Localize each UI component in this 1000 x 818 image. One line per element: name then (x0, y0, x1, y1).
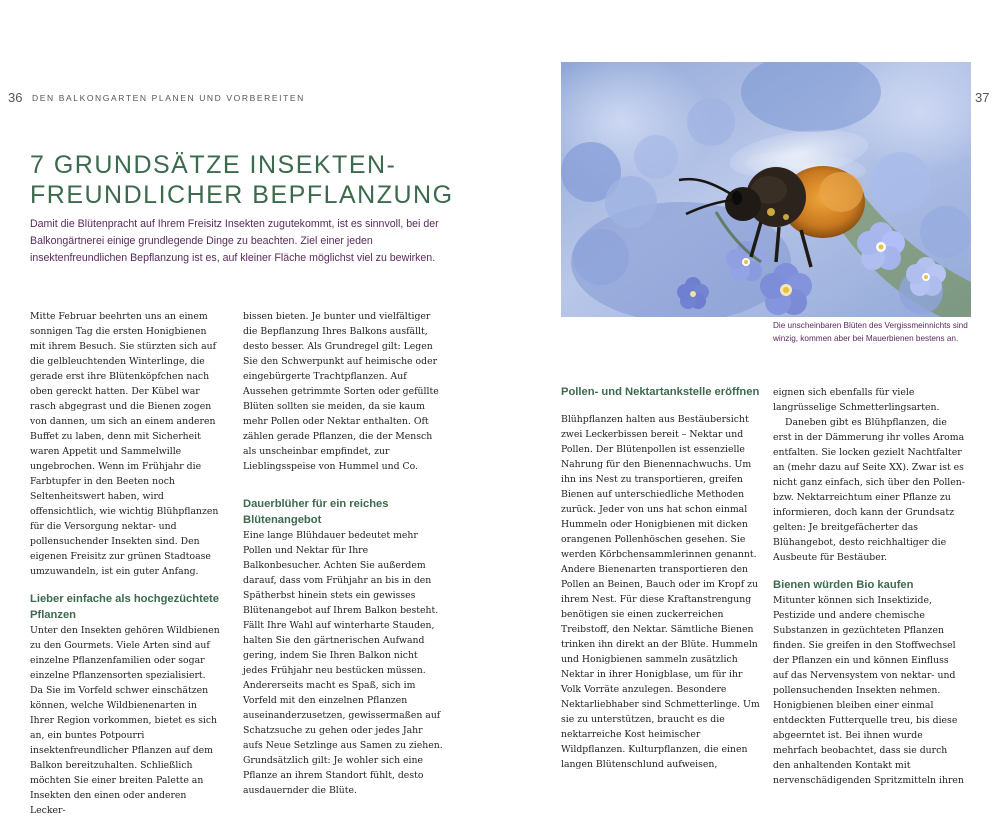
body-paragraph: Daneben gibt es Blühpflanzen, die erst in der Dämmerung ihr volles Aroma entfalten. Sie locken gezielt Nachtfalter an (mehr dazu auf Seite XX). Zwar ist es nicht ganz einfach, sich über den Pollen- bzw. Nektarreichtum einer Pflanze zu informieren, doch kann der Grundsatz gelten: Je breitgefächerter das Blühangebot, desto reichhaltiger die Ausbeute für Bestäuber. (773, 417, 965, 563)
running-head: DEN BALKONGARTEN PLANEN UND VORBEREITEN (32, 93, 305, 103)
title-line-1: 7 GRUNDSÄTZE INSEKTEN- (30, 151, 397, 179)
page-number-right: 37 (975, 90, 990, 105)
text-column-4 (773, 385, 965, 788)
body-paragraph: Mitunter können sich Insektizide, Pestizide und andere chemische Substanzen in gezüchteten Pflanzen finden. Sie greifen in den Stoffwechsel der Pflanzen ein und können Einfluss auf das Nervensystem von nektar- und pollensuchenden Insekten nehmen. Honigbienen bleiben einer einmal entdeckten Futterquelle treu, bis diese abgeerntet ist. Bei ihnen wurde mehrfach beobachtet, dass sie durch den anhaltenden Kontakt mit nervenschädigenden Spritzmitteln ihren (773, 595, 964, 786)
body-paragraph: Mitte Februar beehrten uns an einem sonnigen Tag die ersten Honigbienen mit ihrem Besuch. Sie stürzten sich auf die gelbleuchtenden Winterlinge, die gerade erst ihre Blütenköpfchen nach oben gereckt hatten. Der Kübel war rasch abgegrast und die Bienen zogen von dannen, um sich an einem anderen Buffet zu laben, denn mit Sicherheit waren Appetit und Sammelwille ungebrochen. Wenn im Frühjahr die Farbtupfer in den Beeten noch Seltenheitswert haben, wird offensichtlich, wie wichtig Blühpflanzen für die Versorgung nektar- und pollensuchender Insekten sind. Den eigenen Freisitz zur grünen Stadtoase umzuwandeln, ist ein guter Anfang. (30, 311, 219, 577)
body-paragraph: Eine lange Blühdauer bedeutet mehr Pollen und Nektar für Ihre Balkonbesucher. Achten Sie außerdem darauf, dass vom Frühjahr an bis in den Spätherbst hinein stets ein gewisses Blütenangebot auf Ihrem Balkon besteht. Fällt Ihre Wahl auf winterharte Stauden, halten Sie den gärtnerischen Aufwand gering, indem Sie Ihren Balkon nicht jedes Frühjahr neu bestücken müssen. Andererseits macht es Spaß, sich im Vorfeld mit den einzelnen Pflanzen auseinanderzusetzen, gewissermaßen auf Schatzsuche zu gehen oder jedes Jahr aufs Neue Setzlinge aus Samen zu ziehen. Grundsätzlich gilt: Je wohler sich eine Pflanze an ihrem Standort fühlt, desto ausdauernder die Blüte. (243, 530, 443, 796)
body-paragraph: Unter den Insekten gehören Wildbienen zu den Gourmets. Viele Arten sind auf einzelne Pflanzenfamilien oder sogar einzelne Pflanzensorten spezialisiert. Da Sie im Vorfeld schwer einschätzen können, welche Wildbienenarten in Ihrer Region vorkommen, bietet es sich an, ein buntes Potpourri insektenfreundlicher Pflanzen auf dem Balkon bereitzuhalten. Schließlich möchten Sie einer breiten Palette an Insekten den einen oder anderen Lecker- (30, 625, 220, 816)
bumblebee-photo (561, 62, 971, 317)
text-column-2 (243, 309, 443, 798)
body-paragraph: Blühpflanzen halten aus Bestäubersicht zwei Leckerbissen bereit – Nektar und Pollen. Der Blütenpollen ist essenzielle Nahrung für den Bienennachwuchs. Um ihn ins Nest zu transportieren, greifen Bienen auf unterschiedliche Methoden zurück. Jeder von uns hat schon einmal Hummeln oder Honigbienen mit dicken orangenen Pollenhöschen gesehen. Sie werden Körbchensammlerinnen genannt. Andere Bienenarten transportieren den Pollen an Beinen, Bauch oder im Kropf zu ihrem Nest. Für diese Kraftanstrengung benötigen sie einen zuckerreichen Treibstoff, den Nektar. Sämtliche Bienen trinken ihn direkt an der Blüte. Hummeln und Honigbienen sammeln zusätzlich Nektar in ihrer Honigblase, um für ihr Volk Vorräte anzulegen. Besondere Nektarliebhaber sind Schmetterlinge. Um sie zu unterstützen, braucht es die nektarreiche Kost heimischer Wildpflanzen. Kulturpflanzen, die einen langen Blütenschlund aufweisen, (561, 414, 760, 770)
page-title (30, 150, 454, 210)
bumblebee-on-forget-me-not-photo-icon (561, 62, 971, 317)
section-heading: Dauerblüher für ein reiches Blütenangebot (243, 498, 389, 526)
intro-paragraph: Damit die Blütenpracht auf Ihrem Freisitz Insekten zugutekommt, ist es sinnvoll, bei der Balkongärtnerei einige grundlegende Dinge zu beachten. Ziel einer jeden insektenfreundlichen Bepflanzung ist es, auf kleiner Fläche möglichst viel zu bewirken. (30, 218, 439, 264)
section-heading: Pollen- und Nektartankstelle eröffnen (561, 386, 760, 398)
photo-caption: Die unscheinbaren Blüten des Vergissmeinnichts sind winzig, kommen aber bei Mauerbienen bestens an. (773, 321, 968, 343)
section-heading: Lieber einfache als hochgezüchtete Pflanzen (30, 593, 219, 621)
text-column-1 (30, 309, 220, 818)
page-number-left: 36 (8, 90, 23, 105)
title-line-2: FREUNDLICHER BEPFLANZUNG (30, 181, 454, 209)
text-column-3 (561, 384, 761, 772)
body-paragraph: bissen bieten. Je bunter und vielfältiger die Bepflanzung Ihres Balkons ausfällt, desto besser. Als Grundregel gilt: Legen Sie den Schwerpunkt auf heimische oder eingebürgerte Trachtpflanzen. Auf Aussehen getrimmte Sorten oder gefüllte Blüten sollten sie meiden, da sie kaum mehr Pollen oder Nektar enthalten. Oft zählen gerade Pflanzen, die der Mensch als unscheinbar empfindet, zur Lieblingsspeise von Hummel und Co. (243, 311, 439, 472)
section-heading: Bienen würden Bio kaufen (773, 579, 914, 591)
body-paragraph: eignen sich ebenfalls für viele langrüsselige Schmetterlingsarten. (773, 387, 940, 413)
